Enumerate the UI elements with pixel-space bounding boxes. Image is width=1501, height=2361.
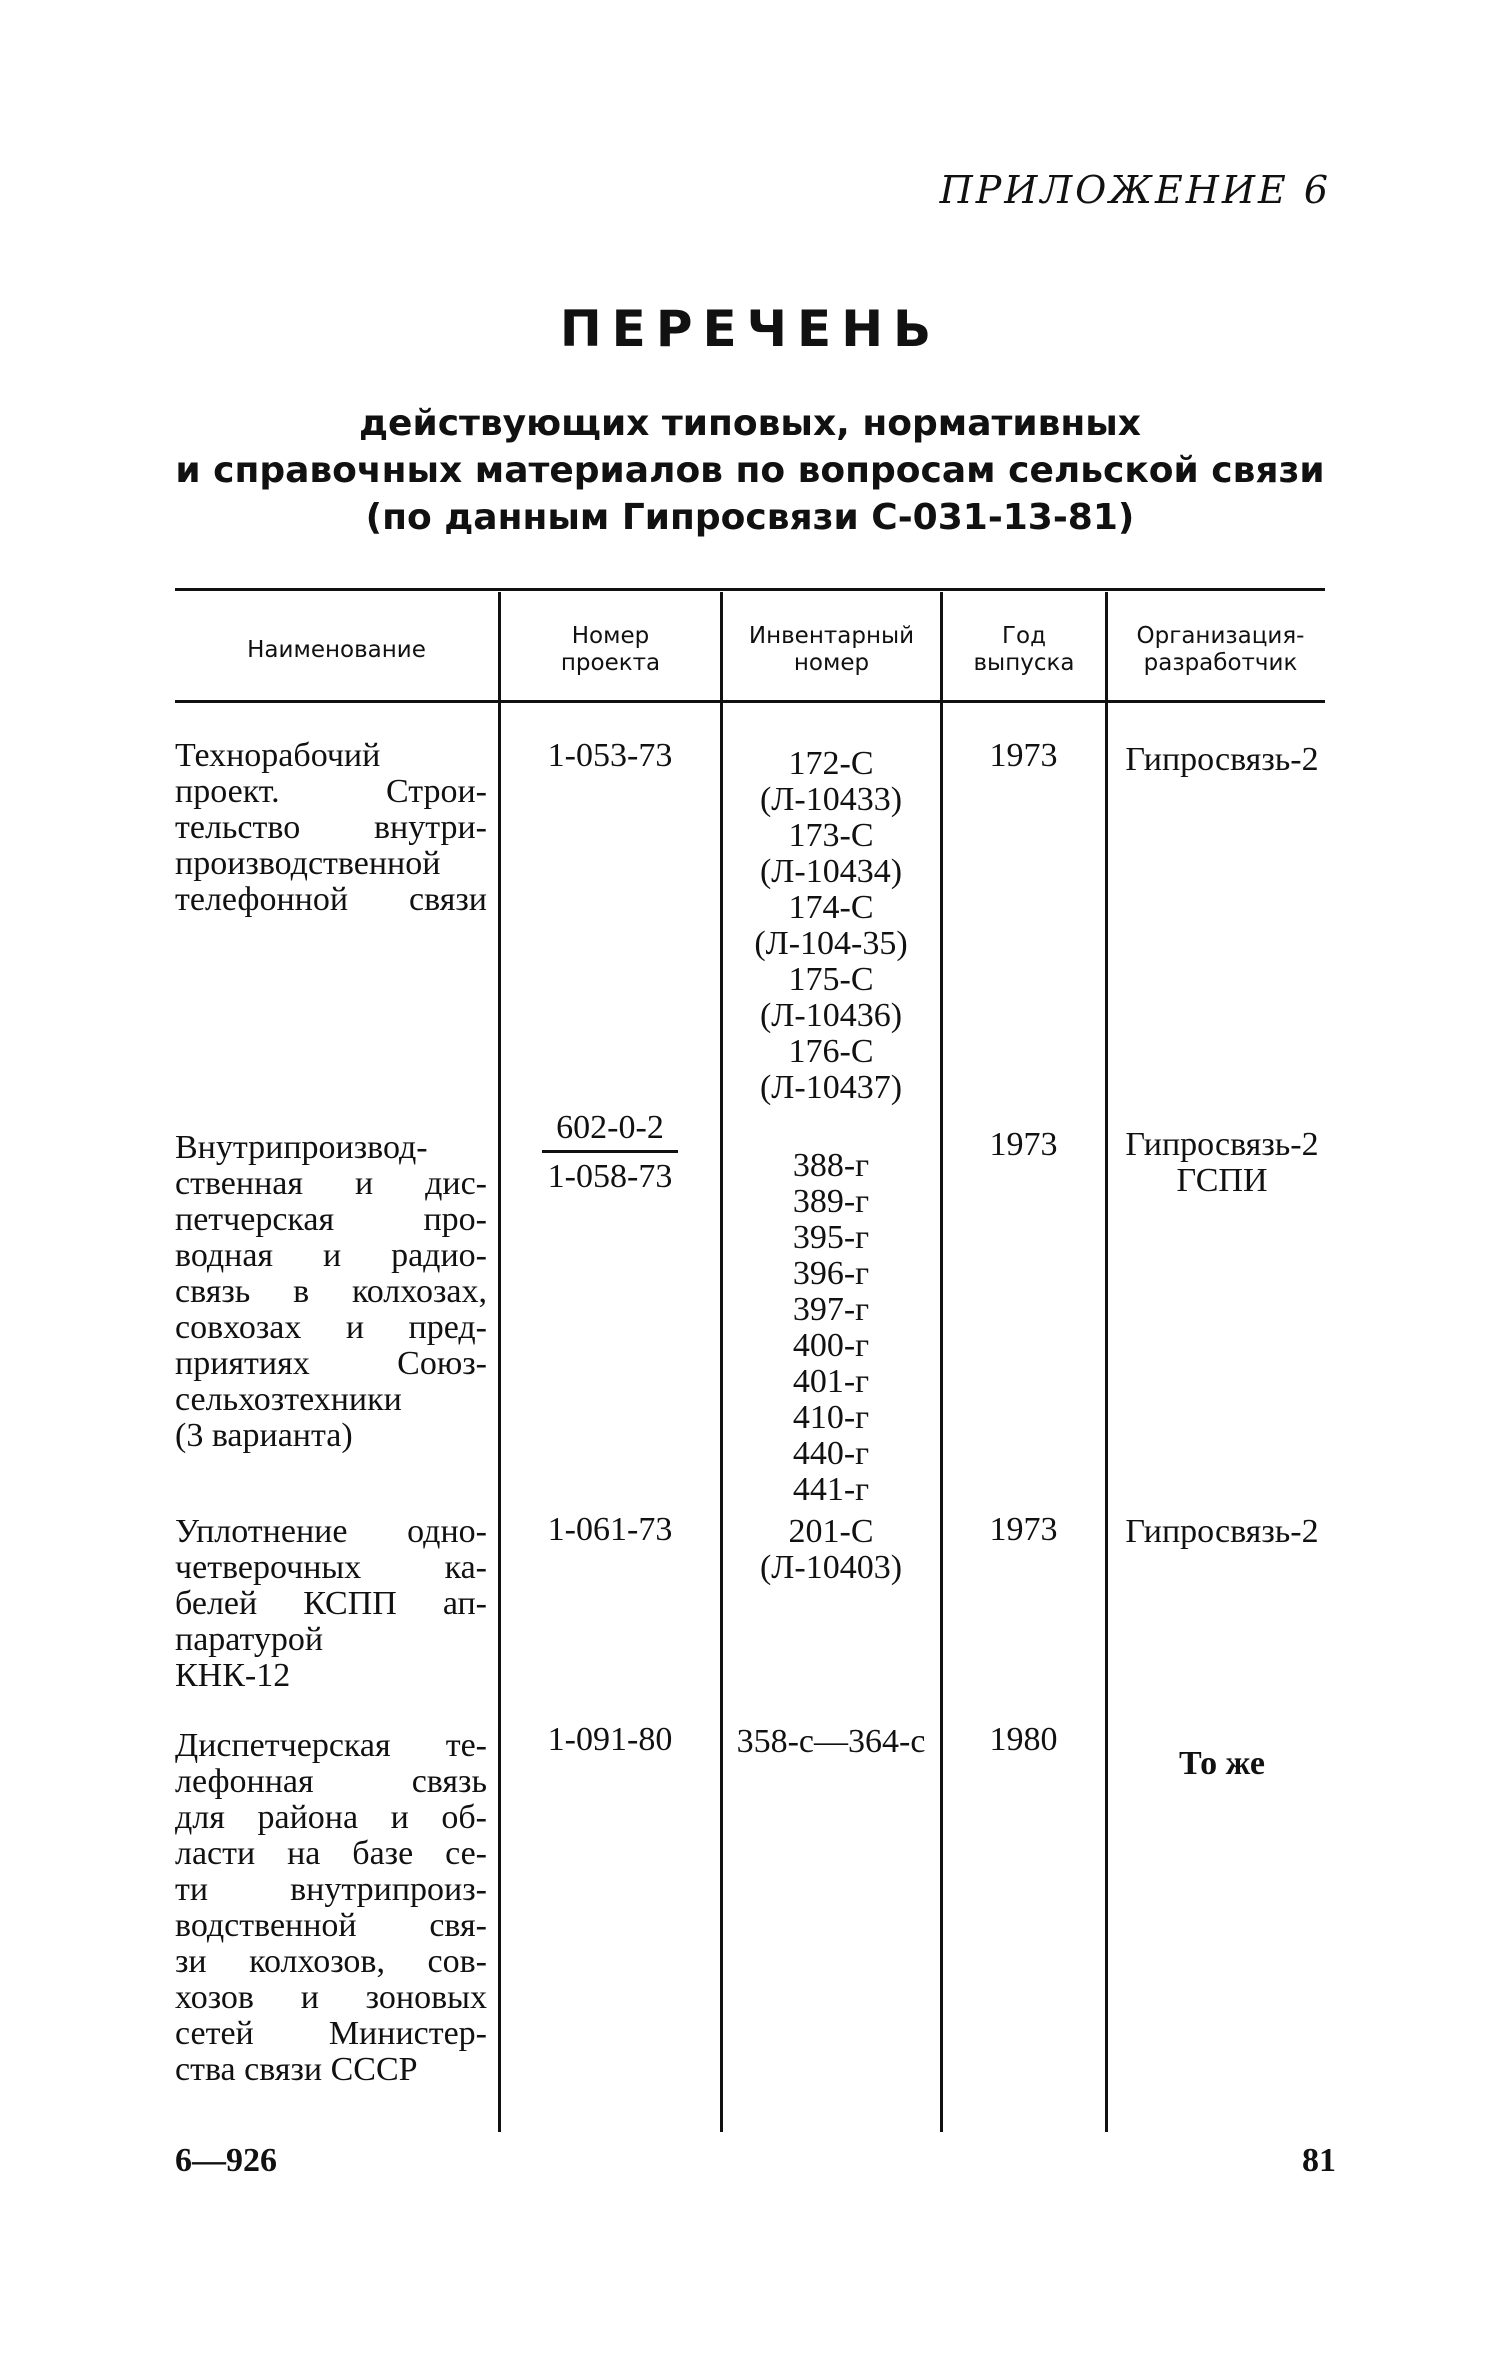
table-row-2-org	[1107, 1127, 1337, 1199]
table-top-rule	[175, 588, 1325, 591]
table-row-2-name	[175, 1130, 487, 1454]
table-row-3-year: 1973	[989, 1511, 1058, 1548]
name-line: лефонная связь	[175, 1763, 487, 1800]
name-line: хозов и зоновых	[175, 1979, 487, 2016]
table-row-3-org	[1107, 1514, 1337, 1550]
page-number: 81	[1302, 2142, 1336, 2179]
org-line: Гипросвязь-2	[1125, 1126, 1319, 1163]
header-line: Наименование	[247, 636, 426, 663]
header-line: номер	[793, 650, 870, 676]
name-line: Внутрипроизвод-	[175, 1129, 428, 1166]
name-line: четверочных ка-	[175, 1549, 487, 1586]
name-line: Уплотнение одно-	[175, 1513, 487, 1550]
project-numerator: 602-0-2	[542, 1110, 678, 1153]
name-line: зи колхозов, сов-	[175, 1943, 487, 1980]
name-line: ственная и дис-	[175, 1165, 487, 1202]
name-line: водная и радио-	[175, 1237, 487, 1274]
header-line: Инвентарный	[748, 623, 915, 649]
subtitle-line: действующих типовых, нормативных	[358, 403, 1141, 444]
header-line: Организация-	[1136, 623, 1305, 649]
document-title: ПЕРЕЧЕНЬ	[559, 300, 942, 358]
inventory-line: 358-с—364-с	[736, 1723, 926, 1760]
table-row-1-year: 1973	[989, 737, 1058, 774]
name-line: белей КСПП ап-	[175, 1585, 487, 1622]
header-line: разработчик	[1143, 650, 1298, 676]
table-row-3-project: 1-061-73	[547, 1511, 673, 1548]
column-header-project	[501, 612, 720, 688]
name-line: (3 варианта)	[175, 1417, 353, 1454]
column-divider	[1105, 592, 1108, 2132]
inventory-line: 400-г	[792, 1327, 870, 1364]
name-line: приятиях Союз-	[175, 1345, 487, 1382]
inventory-line: 410-г	[792, 1399, 870, 1436]
name-line: производственной	[175, 845, 441, 882]
inventory-line: (Л-10434)	[759, 853, 903, 890]
column-divider	[498, 592, 501, 2132]
header-line: Номер	[571, 623, 650, 649]
table-row-1-org	[1107, 742, 1337, 778]
table-row-4-year: 1980	[989, 1721, 1058, 1758]
name-line: тельство внутри-	[175, 809, 487, 846]
table-row-4-project: 1-091-80	[547, 1721, 673, 1758]
table-row-2-inventory	[722, 1148, 940, 1508]
name-line: сельхозтехники	[175, 1381, 402, 1418]
inventory-line: (Л-10403)	[759, 1549, 903, 1586]
column-header-inventory	[723, 612, 940, 688]
inventory-line: 173-С	[788, 817, 874, 854]
inventory-line: 396-г	[792, 1255, 870, 1292]
inventory-line: 395-г	[792, 1219, 870, 1256]
column-divider	[940, 592, 943, 2132]
name-line: Технорабочий	[175, 737, 381, 774]
name-line: водственной свя-	[175, 1907, 487, 1944]
inventory-line: (Л-10433)	[759, 781, 903, 818]
name-line: связь в колхозах,	[175, 1273, 487, 1310]
inventory-line: 201-С	[788, 1513, 874, 1550]
inventory-line: 389-г	[792, 1183, 870, 1220]
document-subtitle	[120, 400, 1380, 541]
inventory-line: 174-С	[788, 889, 874, 926]
inventory-line: 388-г	[792, 1147, 870, 1184]
appendix-label: ПРИЛОЖЕНИЕ 6	[939, 168, 1331, 212]
org-line: Гипросвязь-2	[1125, 1513, 1319, 1550]
name-line: сетей Министер-	[175, 2015, 487, 2052]
name-line: для района и об-	[175, 1799, 487, 1836]
name-line: ласти на базе се-	[175, 1835, 487, 1872]
header-line: Год	[1001, 623, 1046, 649]
table-row-3-name	[175, 1514, 487, 1694]
table-row-1-inventory	[722, 746, 940, 1106]
name-line: ти внутрипроиз-	[175, 1871, 487, 1908]
inventory-line: (Л-10436)	[759, 997, 903, 1034]
table-header-rule	[175, 700, 1325, 703]
name-line: совхозах и пред-	[175, 1309, 487, 1346]
column-header-year	[943, 612, 1105, 688]
table-row-4-org	[1107, 1746, 1337, 1782]
inventory-line: 175-С	[788, 961, 874, 998]
inventory-line: 401-г	[792, 1363, 870, 1400]
inventory-line: 440-г	[792, 1435, 870, 1472]
signature-mark: 6—926	[175, 2142, 277, 2179]
name-line: петчерская про-	[175, 1201, 487, 1238]
inventory-line: (Л-10437)	[759, 1069, 903, 1106]
table-row-1-name	[175, 738, 487, 918]
subtitle-line: (по данным Гипросвязи С-031-13-81)	[365, 497, 1135, 538]
table-row-1-project: 1-053-73	[547, 737, 673, 774]
table-row-2-year: 1973	[989, 1126, 1058, 1163]
inventory-line: 441-г	[792, 1471, 870, 1508]
name-line: КНК-12	[175, 1657, 291, 1694]
project-denominator: 1-058-73	[547, 1158, 673, 1195]
org-line: То же	[1179, 1745, 1265, 1782]
column-header-name	[175, 612, 498, 688]
header-line: проекта	[560, 650, 661, 676]
inventory-line: (Л-104-35)	[754, 925, 908, 962]
name-line: проект. Строи-	[175, 773, 487, 810]
table-row-3-inventory	[722, 1514, 940, 1586]
name-line: Диспетчерская те-	[175, 1727, 487, 1764]
inventory-line: 176-С	[788, 1033, 874, 1070]
name-line: ства связи СССР	[175, 2051, 418, 2088]
org-line: ГСПИ	[1176, 1162, 1268, 1199]
table-row-4-inventory	[722, 1724, 940, 1760]
table-row-4-name	[175, 1728, 487, 2088]
table-row-2-project	[500, 1110, 720, 1195]
header-line: выпуска	[973, 650, 1075, 676]
org-line: Гипросвязь-2	[1125, 741, 1319, 778]
name-line: паратурой	[175, 1621, 324, 1658]
inventory-line: 172-С	[788, 745, 874, 782]
inventory-line: 397-г	[792, 1291, 870, 1328]
column-header-org	[1108, 612, 1333, 688]
name-line: телефонной связи	[175, 881, 487, 918]
subtitle-line: и справочных материалов по вопросам сельской связи	[175, 450, 1325, 491]
